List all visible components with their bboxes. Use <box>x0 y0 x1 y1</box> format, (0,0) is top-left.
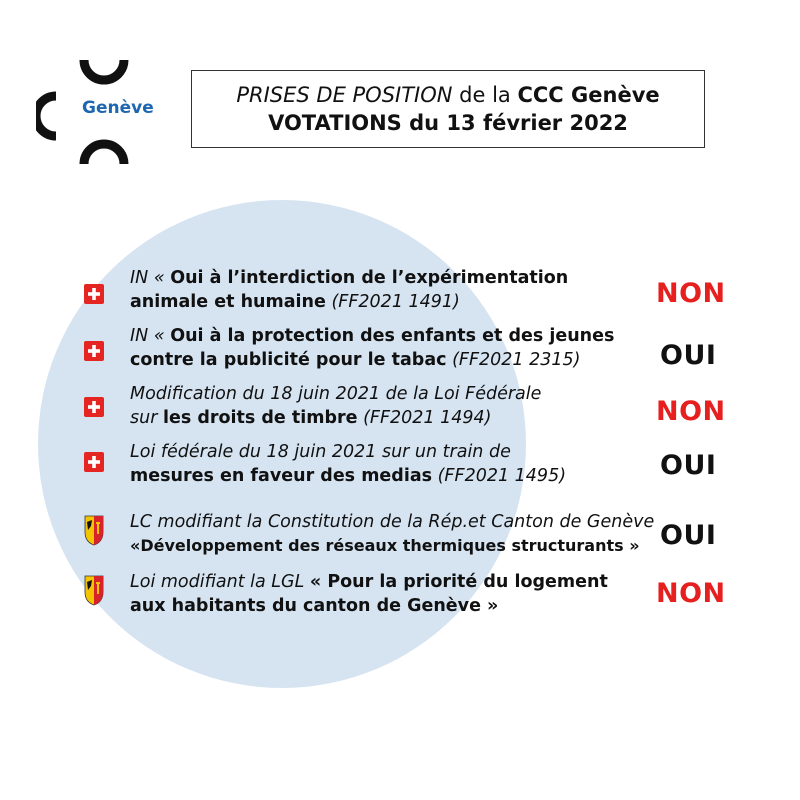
vote-item-text <box>130 266 568 314</box>
vote-item-text <box>130 510 654 558</box>
logo-text: Genève <box>82 98 154 118</box>
vote-result: OUI <box>660 340 717 371</box>
vote-result: OUI <box>660 520 717 551</box>
swiss-flag-icon <box>84 397 104 417</box>
item-text-bold: les droits de timbre <box>162 408 358 428</box>
title-date: VOTATIONS du 13 février 2022 <box>268 111 628 135</box>
item-reference: (FF2021 1494) <box>357 408 492 428</box>
item-text-bold: Oui à l’interdiction de l’expérimentation <box>170 268 569 288</box>
geneva-coat-of-arms-icon <box>84 574 104 606</box>
vote-item-text <box>130 570 608 618</box>
item-reference: (FF2021 1491) <box>325 292 460 312</box>
vote-item-text <box>130 440 566 488</box>
item-text-italic: sur <box>130 408 163 428</box>
item-text-italic: Modification du 18 juin 2021 de la Loi Fédérale <box>130 384 542 404</box>
item-text-bold: contre la publicité pour le tabac <box>130 350 447 370</box>
item-text-italic: IN « <box>130 326 171 346</box>
item-text-bold: aux habitants du canton de Genève » <box>130 596 499 616</box>
item-reference: (FF2021 2315) <box>446 350 581 370</box>
item-text-bold: « Pour la priorité du logement <box>309 572 608 592</box>
vote-item-text <box>130 324 614 372</box>
title-line-1 <box>236 81 659 109</box>
title-mid: de la <box>452 83 518 107</box>
item-text-italic: LC modifiant la Constitution de la Rép.et Canton de Genève <box>130 512 655 532</box>
item-text-bold: Oui à la protection des enfants et des jeunes <box>170 326 615 346</box>
item-text-bold: mesures en faveur des medias <box>130 466 433 486</box>
item-text-italic: Loi fédérale du 18 juin 2021 sur un train de <box>130 442 511 462</box>
vote-result: NON <box>656 578 726 609</box>
item-text-bold: «Développement des réseaux thermiques structurants » <box>130 536 640 555</box>
vote-result: OUI <box>660 450 717 481</box>
swiss-flag-icon <box>84 284 104 304</box>
title-line-2 <box>268 109 628 137</box>
title-box <box>191 70 705 148</box>
swiss-flag-icon <box>84 452 104 472</box>
vote-result: NON <box>656 278 726 309</box>
vote-result: NON <box>656 396 726 427</box>
swiss-flag-icon <box>84 341 104 361</box>
title-org: CCC Genève <box>517 83 660 107</box>
item-text-bold: animale et humaine <box>130 292 326 312</box>
title-italic: PRISES DE POSITION <box>236 83 453 107</box>
item-reference: (FF2021 1495) <box>432 466 567 486</box>
item-text-italic: IN « <box>130 268 171 288</box>
item-text-italic: Loi modifiant la LGL <box>130 572 310 592</box>
vote-item-text <box>130 382 541 430</box>
geneva-coat-of-arms-icon <box>84 514 104 546</box>
